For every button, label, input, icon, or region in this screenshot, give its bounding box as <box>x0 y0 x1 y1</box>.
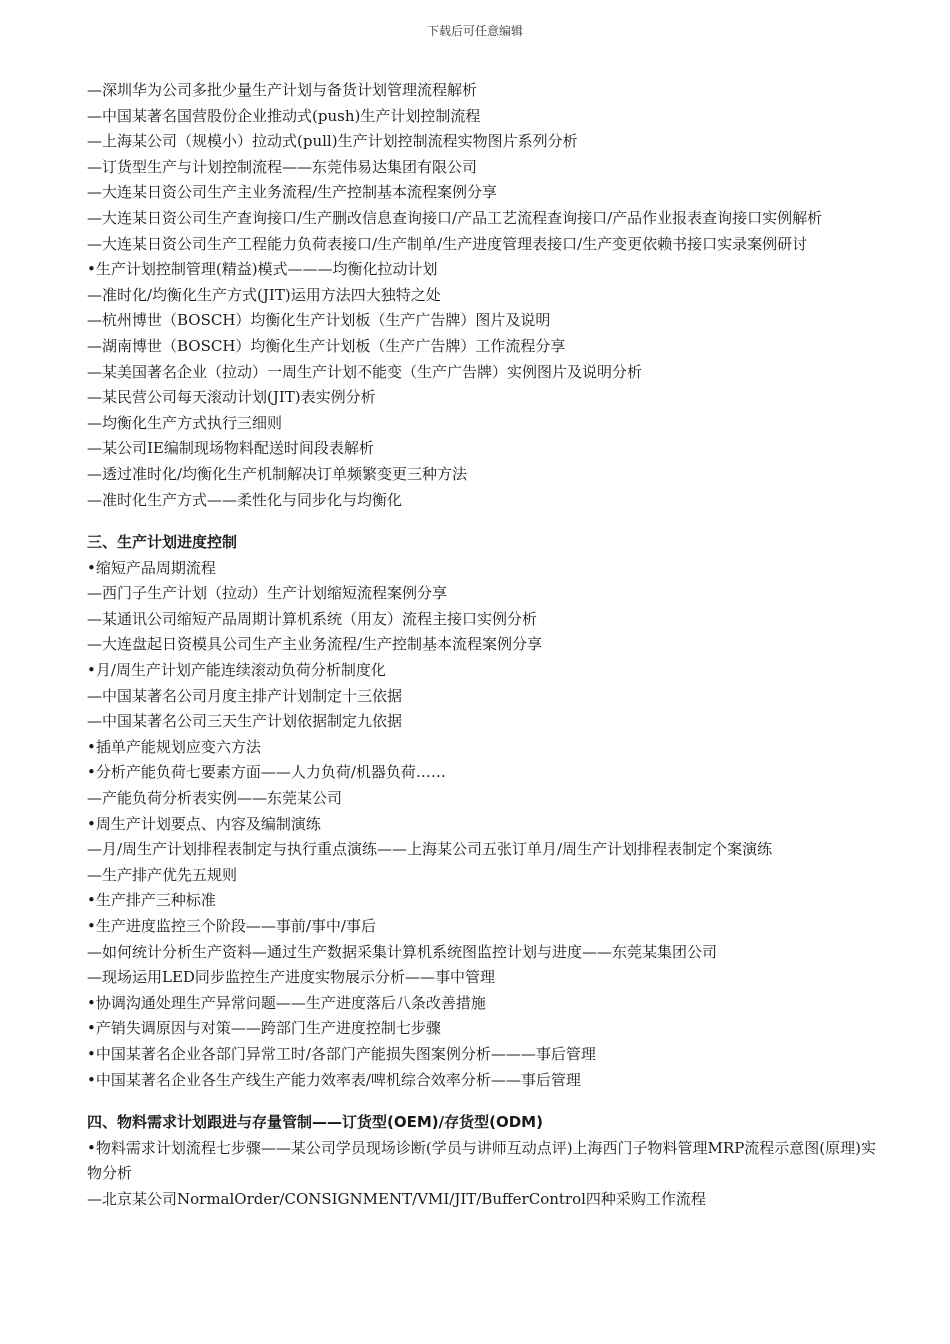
list-item: —某公司IE编制现场物料配送时间段表解析 <box>87 439 374 458</box>
list-item: —如何统计分析生产资料—通过生产数据采集计算机系统图监控计划与进度——东莞某集团公司 <box>87 942 718 961</box>
list-item: •缩短产品周期流程 <box>87 558 216 577</box>
section-heading: 三、生产计划进度控制 <box>87 533 238 552</box>
list-item: —月/周生产计划排程表制定与执行重点演练——上海某公司五张订单月/周生产计划排程表制定个案演练 <box>87 840 773 859</box>
list-item: —中国某著名国营股份企业推动式(push)生产计划控制流程 <box>87 106 481 125</box>
list-item: •生产计划控制管理(精益)模式———均衡化拉动计划 <box>87 260 438 279</box>
list-item: —透过准时化/均衡化生产机制解决订单频繁变更三种方法 <box>87 464 468 483</box>
list-item: —现场运用LED同步监控生产进度实物展示分析——事中管理 <box>87 968 495 987</box>
list-item: —某美国著名企业（拉动）一周生产计划不能变（生产广告牌）实例图片及说明分析 <box>87 362 643 381</box>
block1 <box>87 78 877 513</box>
list-item: —北京某公司NormalOrder/CONSIGNMENT/VMI/JIT/BufferControl四种采购工作流程 <box>87 1189 706 1208</box>
list-item: —中国某著名公司月度主排产计划制定十三依据 <box>87 686 403 705</box>
list-item: —大连某日资公司生产查询接口/生产删改信息查询接口/产品工艺流程查询接口/产品作业报表查询接口实例解析 <box>87 208 823 227</box>
list-item: —上海某公司（规模小）拉动式(pull)生产计划控制流程实物图片系列分析 <box>87 132 578 151</box>
list-item: •分析产能负荷七要素方面——人力负荷/机器负荷…… <box>87 763 446 782</box>
list-item: —订货型生产与计划控制流程——东莞伟易达集团有限公司 <box>87 157 478 176</box>
list-item: —准时化/均衡化生产方式(JIT)运用方法四大独特之处 <box>87 285 441 304</box>
list-item: •月/周生产计划产能连续滚动负荷分析制度化 <box>87 661 386 680</box>
list-item: —杭州博世（BOSCH）均衡化生产计划板（生产广告牌）图片及说明 <box>87 311 551 330</box>
list-item: —准时化生产方式——柔性化与同步化与均衡化 <box>87 490 403 509</box>
list-item: •插单产能规划应变六方法 <box>87 737 261 756</box>
list-item: •中国某著名企业各部门异常工时/各部门产能损失图案例分析———事后管理 <box>87 1044 596 1063</box>
section-4 <box>87 1110 877 1212</box>
list-item: •协调沟通处理生产异常问题——生产进度落后八条改善措施 <box>87 993 486 1012</box>
list-item: •生产进度监控三个阶段——事前/事中/事后 <box>87 917 376 935</box>
document-body <box>87 78 877 1213</box>
list-item: —生产排产优先五规则 <box>87 865 238 884</box>
list-item: —均衡化生产方式执行三细则 <box>87 413 283 432</box>
list-item: •生产排产三种标准 <box>87 891 216 910</box>
list-item: —大连盘起日资模具公司生产主业务流程/生产控制基本流程案例分享 <box>87 635 543 654</box>
list-item: —大连某日资公司生产工程能力负荷表接口/生产制单/生产进度管理表接口/生产变更依赖书接口实录案例研讨 <box>87 234 808 253</box>
list-item: •周生产计划要点、内容及编制演练 <box>87 814 321 833</box>
page-header: 下载后可任意编辑 <box>426 24 523 38</box>
list-item: —深圳华为公司多批少量生产计划与备货计划管理流程解析 <box>87 81 478 99</box>
section-3 <box>87 530 877 1093</box>
section-heading: 四、物料需求计划跟进与存量管制——订货型(OEM)/存货型(ODM) <box>87 1113 543 1132</box>
list-item: —某民营公司每天滚动计划(JIT)表实例分析 <box>87 388 376 407</box>
list-item: —湖南博世（BOSCH）均衡化生产计划板（生产广告牌）工作流程分享 <box>87 336 566 355</box>
list-item: •产销失调原因与对策——跨部门生产进度控制七步骤 <box>87 1019 441 1038</box>
list-item: •中国某著名企业各生产线生产能力效率表/啤机综合效率分析——事后管理 <box>87 1070 581 1089</box>
list-item: —产能负荷分析表实例——东莞某公司 <box>87 789 343 808</box>
list-item: —中国某著名公司三天生产计划依据制定九依据 <box>87 712 403 731</box>
list-item: —某通讯公司缩短产品周期计算机系统（用友）流程主接口实例分析 <box>87 609 538 628</box>
list-item: —西门子生产计划（拉动）生产计划缩短流程案例分享 <box>87 584 448 603</box>
list-item: —大连某日资公司生产主业务流程/生产控制基本流程案例分享 <box>87 183 498 202</box>
list-item: •物料需求计划流程七步骤——某公司学员现场诊断(学员与讲师互动点评)上海西门子物料管理MRP流程示意图(原理)实物分析 <box>87 1138 877 1183</box>
